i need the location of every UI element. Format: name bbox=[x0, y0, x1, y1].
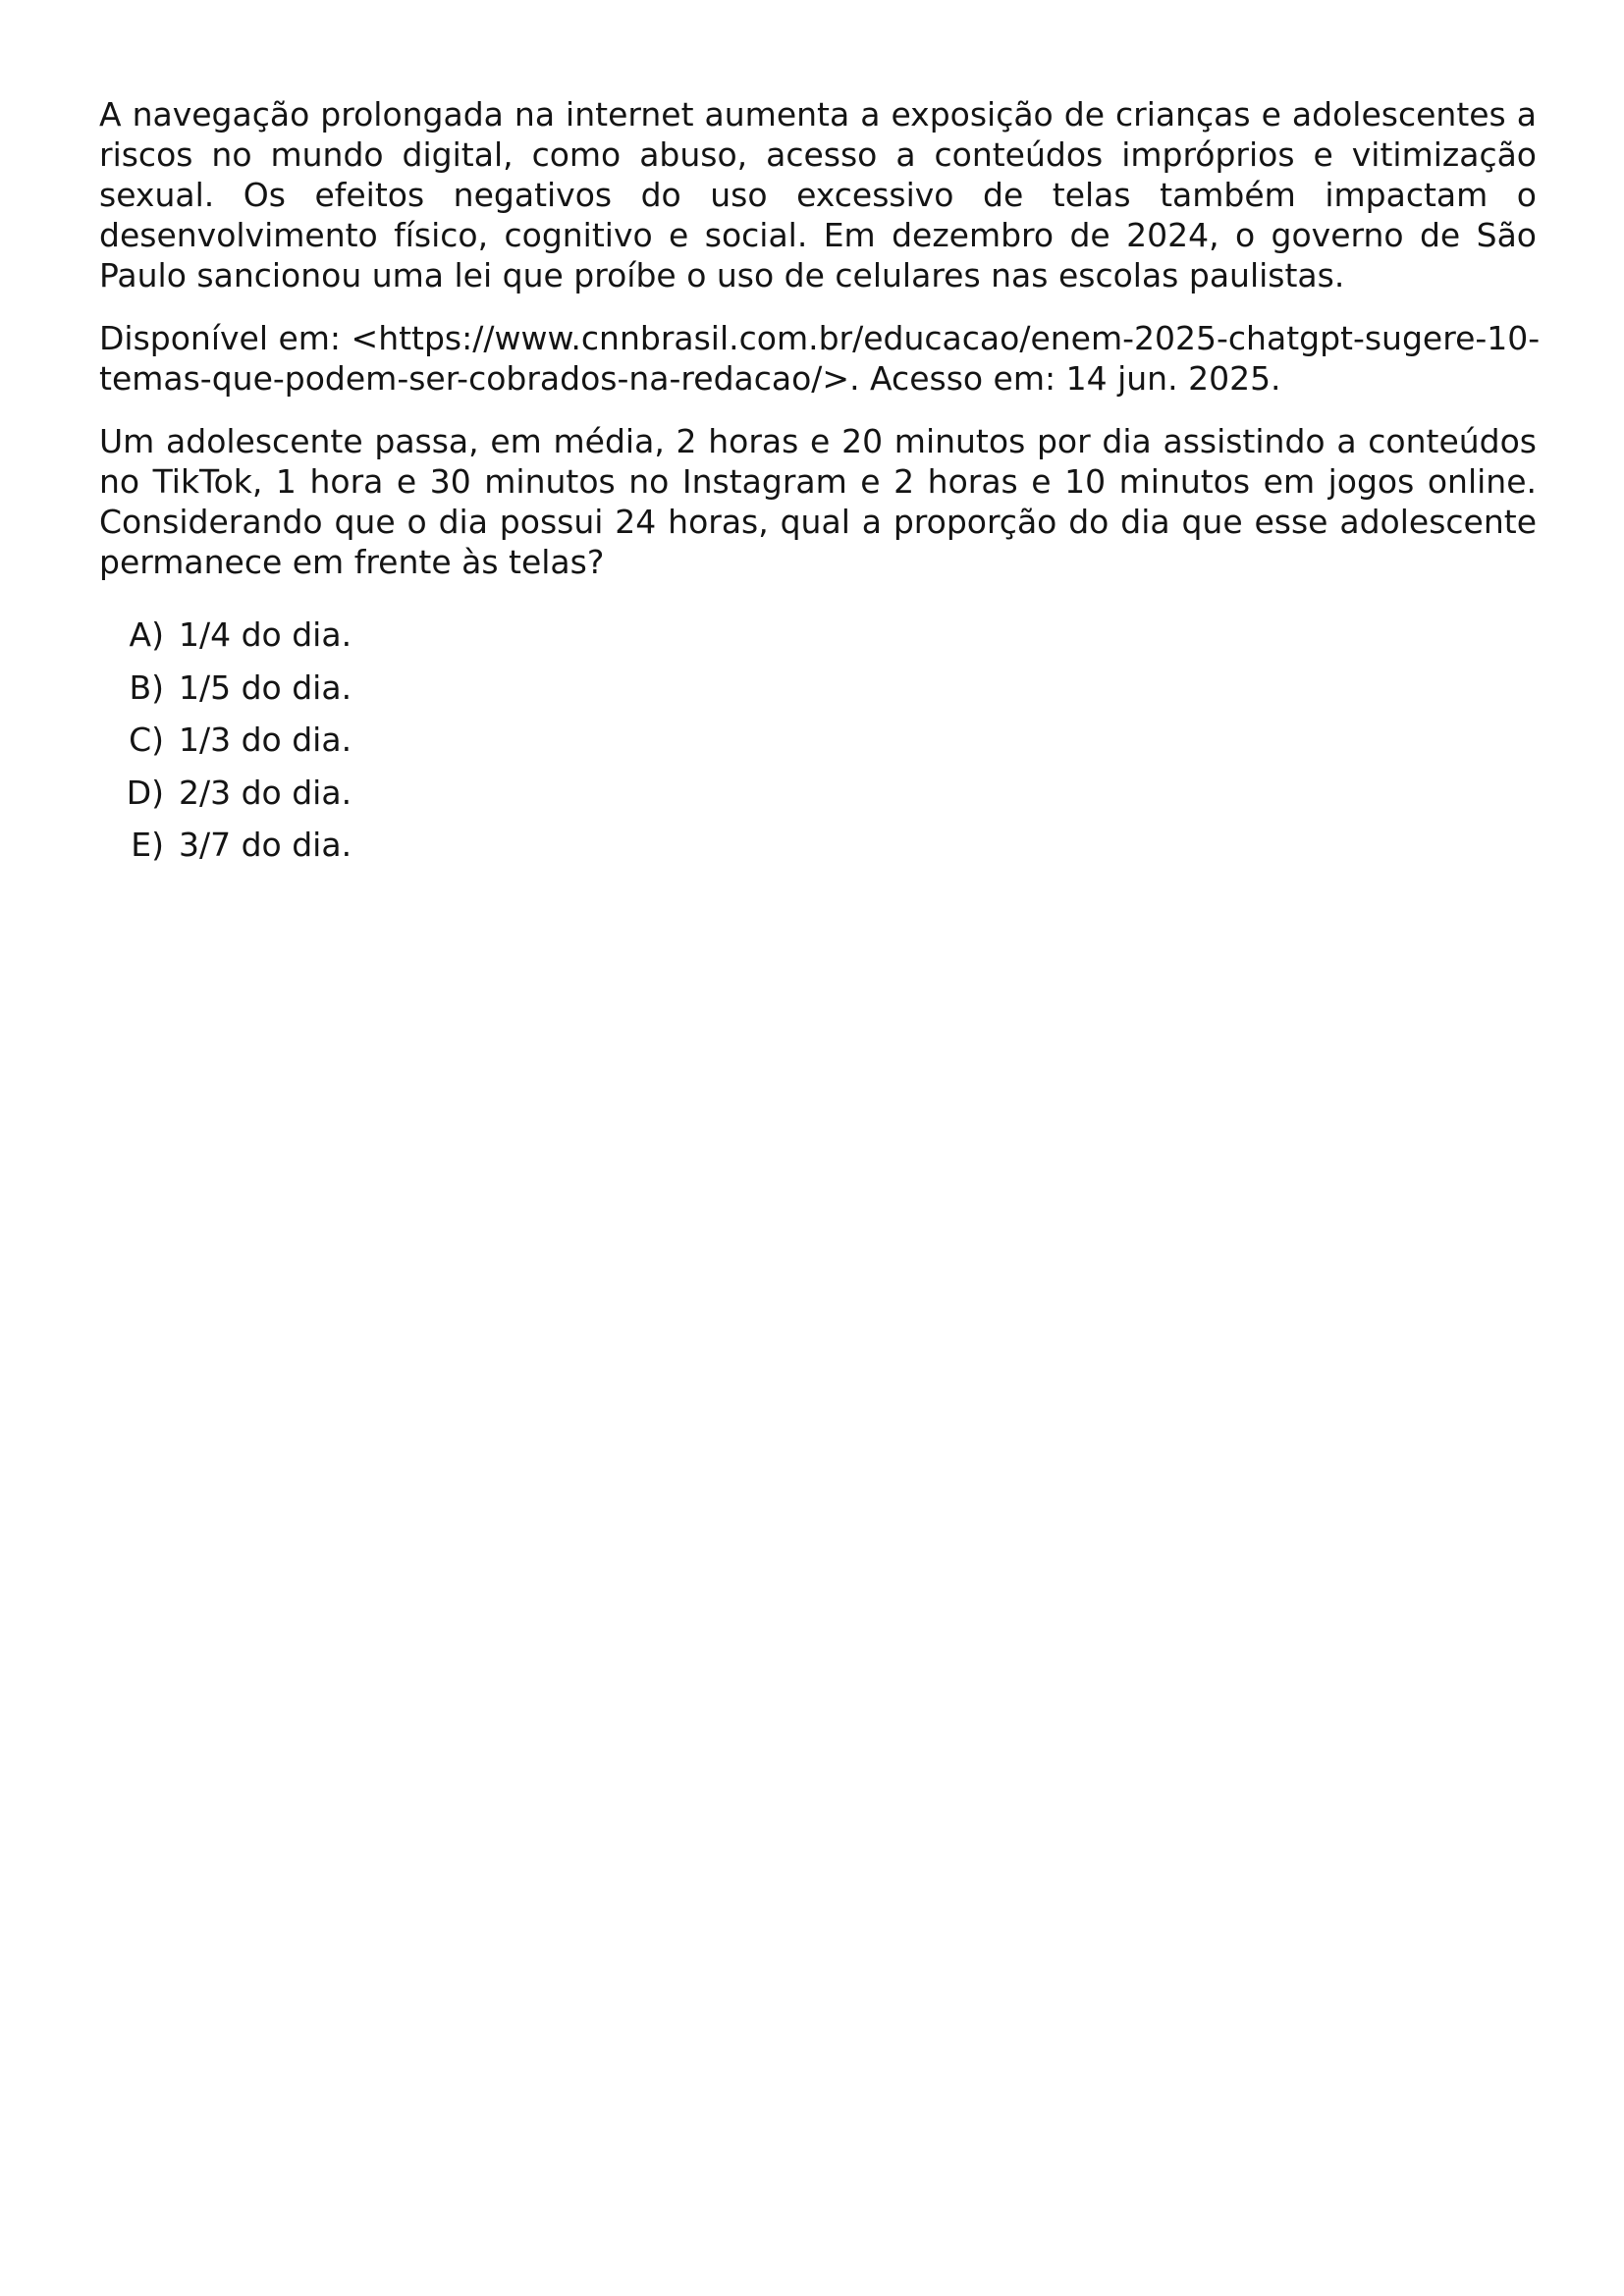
option-letter: A) bbox=[129, 615, 164, 654]
option-letter: B) bbox=[129, 667, 164, 707]
option-text: 3/7 do dia. bbox=[179, 826, 352, 865]
option-b[interactable] bbox=[99, 667, 1537, 708]
option-letter: E) bbox=[131, 826, 164, 865]
option-a[interactable] bbox=[99, 614, 1537, 655]
context-paragraph: A navegação prolongada na internet aumenta a exposição de crianças e adolescentes a riscos no mundo digital, como abuso, acesso a conteúdos impróprios e vitimização sexual. Os efeitos negativos do uso excessivo de telas também impactam o desenvolvimento físico, cognitivo e social. Em dezembro de 2024, o governo de São Paulo sancionou uma lei que proíbe o uso de celulares nas escolas paulistas. bbox=[99, 95, 1537, 294]
question-statement: Um adolescente passa, em média, 2 horas e 20 minutos por dia assistindo a conteúdos no TikTok, 1 hora e 30 minutos no Instagram e 2 horas e 10 minutos em jogos online. Considerando que o dia possui 24 horas, qual a proporção do dia que esse adolescente permanece em frente às telas? bbox=[99, 422, 1537, 581]
option-text: 1/4 do dia. bbox=[179, 615, 352, 654]
question-document bbox=[99, 94, 1541, 878]
option-letter: C) bbox=[129, 721, 164, 760]
option-text: 1/3 do dia. bbox=[179, 721, 352, 760]
option-text: 1/5 do dia. bbox=[179, 667, 352, 707]
option-letter: D) bbox=[126, 773, 164, 812]
option-c[interactable] bbox=[99, 720, 1537, 760]
option-e[interactable] bbox=[99, 825, 1537, 865]
source-citation: Disponível em: <https://www.cnnbrasil.com.br/educacao/enem-2025-chatgpt-sugere-10-temas-que-podem-ser-cobrados-na-redacao/>. Acesso em: 14 jun. 2025. bbox=[99, 319, 1541, 398]
option-text: 2/3 do dia. bbox=[179, 773, 352, 812]
option-d[interactable] bbox=[99, 773, 1537, 813]
answer-options bbox=[99, 614, 1537, 865]
